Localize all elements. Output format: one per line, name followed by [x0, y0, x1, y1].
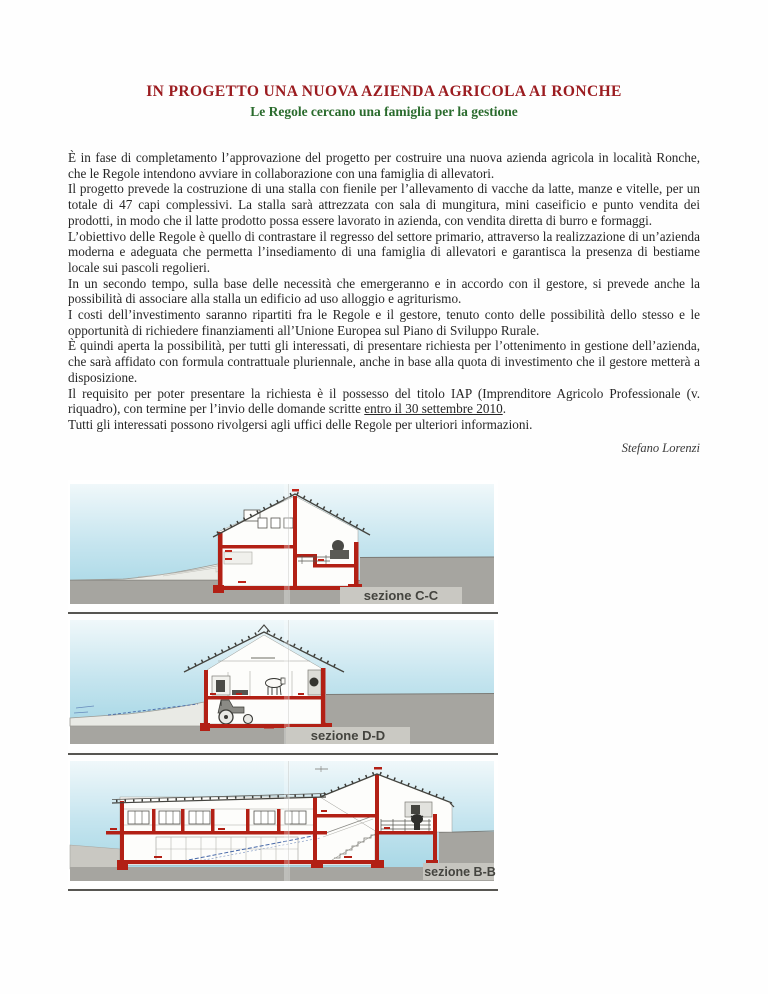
drawing-sezione-cc	[68, 480, 498, 610]
paragraph-7	[68, 386, 700, 417]
figure-divider	[68, 889, 498, 891]
paragraph-2: Il progetto prevede la costruzione di una stalla con fienile per l’allevamento di vacche da latte, manze e vitelle, per un totale di 47 capi complessivi. La stalla sarà attrezzata con sala di mungitura, mini caseificio e punto vendita dei prodotti, in modo che il latte prodotto possa essere lavorato in azienda, con vendita diretta di burro e formaggi.	[68, 181, 700, 228]
paragraph-7-text: Il requisito per poter presentare la richiesta è il possesso del titolo IAP (Imprenditore Agricolo Professionale (v. riquadro), con termine per l’invio delle domande scritte	[68, 385, 700, 417]
drawing-sezione-bb	[68, 757, 498, 887]
figure-label: sezione D-D	[310, 727, 386, 743]
paragraph-1: È in fase di completamento l’approvazione del progetto per costruire una nuova azienda agricola in località Ronche, che le Regole intendono avviare in collaborazione con una famiglia di allevatori.	[68, 150, 700, 181]
figure-divider	[68, 612, 498, 614]
paragraph-3: L’obiettivo delle Regole è quello di contrastare il regresso del settore primario, attraverso la realizzazione di un’azienda moderna e adeguata che permetta l’insediamento di una famiglia di allevatori e garantisca la presenza di bestiame locale sui pascoli regolieri.	[68, 228, 700, 275]
signature: Stefano Lorenzi	[621, 440, 700, 455]
figure-sezione-dd	[68, 616, 498, 751]
figure-label-dd	[286, 727, 410, 744]
drawing-sezione-dd	[68, 616, 498, 751]
section-drawings	[68, 480, 498, 891]
scan-fold-line	[284, 620, 290, 744]
paragraph-6: È quindi aperta la possibilità, per tutti gli interessati, di presentare richiesta per l’ottenimento in gestione dell’azienda, che sarà affidato con formula contrattuale pluriennale, anche in base alla quota di investimento che il gestore metterà a disposizione.	[68, 338, 700, 385]
scan-fold-line	[284, 761, 290, 881]
page-title: IN PROGETTO UNA NUOVA AZIENDA AGRICOLA AI RONCHE	[146, 83, 622, 100]
figure-label: sezione B-B	[424, 864, 496, 879]
paragraph-8: Tutti gli interessati possono rivolgersi agli uffici delle Regole per ulteriori informazioni.	[68, 416, 533, 432]
figure-sezione-cc	[68, 480, 498, 610]
figure-label-cc	[340, 587, 462, 604]
paragraph-4: In un secondo tempo, sulla base delle necessità che emergeranno e in accordo con il gestore, si prevede anche la possibilità di associare alla stalla un edificio ad uso alloggio e agriturismo.	[68, 275, 700, 307]
paragraph-5: I costi dell’investimento saranno ripartiti fra le Regole e il gestore, tenuto conto delle possibilità dello stesso e le opportunità di richiedere finanziamenti all’Unione Europea sul Piano di Sviluppo Rurale.	[68, 307, 700, 338]
figure-divider	[68, 753, 498, 755]
scan-fold-line	[284, 484, 290, 604]
page-subtitle: Le Regole cercano una famiglia per la gestione	[250, 104, 518, 119]
deadline-underlined: entro il 30 settembre 2010	[364, 401, 503, 417]
figure-label-bb	[423, 863, 496, 880]
paragraph-7-end: .	[502, 401, 506, 417]
figure-label: sezione C-C	[363, 587, 439, 603]
article-body	[68, 150, 700, 433]
figure-sezione-bb	[68, 757, 498, 887]
